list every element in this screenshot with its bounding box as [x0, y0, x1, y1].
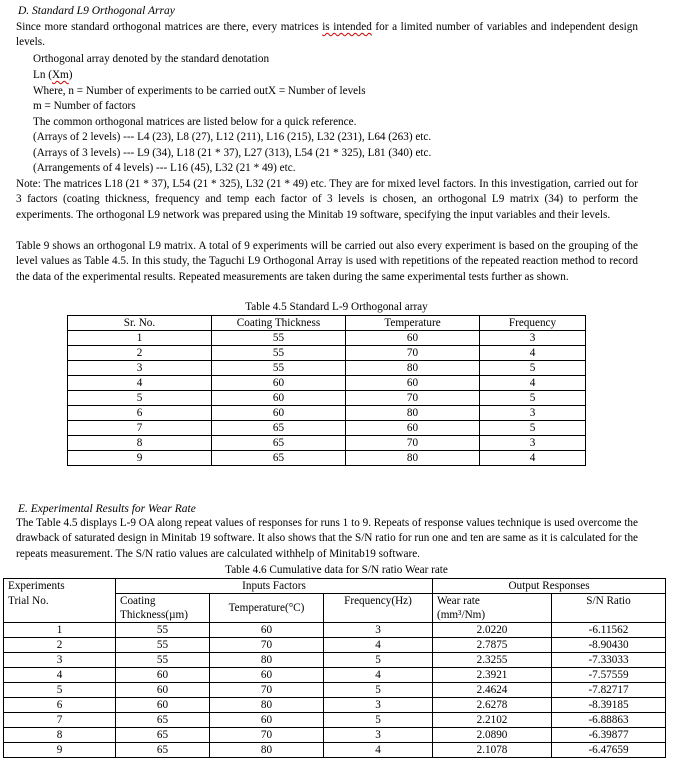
col-sn-ratio: S/N Ratio: [552, 594, 666, 623]
table-cell: 5: [480, 391, 586, 406]
table46: [3, 578, 666, 758]
table-cell: 3: [4, 653, 116, 668]
table-cell: 60: [212, 376, 346, 391]
intro-text-2: for a limited number of variables and independent design levels.: [16, 21, 638, 49]
section-d-heading: D. Standard L9 Orthogonal Array: [18, 5, 175, 17]
arrays-2-levels-line: (Arrays of 2 levels) --- L4 (23), L8 (27), L12 (211), L16 (215), L32 (231), L64 (263) etc.: [33, 131, 432, 143]
table-row: [4, 728, 666, 743]
table-cell: 4: [324, 668, 433, 683]
table-cell: 70: [210, 728, 324, 743]
col-temperature: Temperature: [346, 316, 480, 331]
table-cell: 9: [68, 451, 212, 466]
thickness-unit-label: Thickness(µm): [120, 609, 188, 621]
table-cell: 7: [4, 713, 116, 728]
table-cell: 80: [346, 451, 480, 466]
xm-text: Xm: [51, 69, 69, 81]
table-cell: -8.90430: [552, 638, 666, 653]
table-cell: -6.39877: [552, 728, 666, 743]
table-cell: 60: [210, 713, 324, 728]
group-output-responses: Output Responses: [433, 579, 666, 594]
table46-caption: Table 4.6 Cumulative data for S/N ratio Wear rate: [225, 564, 448, 576]
table-cell: 5: [480, 361, 586, 376]
table-cell: 7: [68, 421, 212, 436]
table-cell: 65: [116, 728, 210, 743]
table45-header-row: [68, 316, 586, 331]
col-coating-thickness: Coating Thickness: [212, 316, 346, 331]
table-cell: 3: [324, 623, 433, 638]
table-cell: 8: [4, 728, 116, 743]
table-cell: 55: [212, 331, 346, 346]
table-cell: 1: [4, 623, 116, 638]
wear-rate-unit-label: (mm³/Nm): [437, 609, 486, 621]
intro-text-1: Since more standard orthogonal matrices are there, every matrices: [16, 21, 323, 33]
table-cell: 5: [68, 391, 212, 406]
common-matrices-line: The common orthogonal matrices are listed below for a quick reference.: [33, 116, 357, 128]
table-cell: 55: [116, 623, 210, 638]
table-cell: 65: [212, 436, 346, 451]
table-cell: 4: [480, 376, 586, 391]
table46-header-row: [4, 594, 666, 623]
factors-line: m = Number of factors: [33, 100, 136, 112]
table-cell: 8: [68, 436, 212, 451]
table-cell: 2.0220: [433, 623, 552, 638]
table-row: [4, 653, 666, 668]
col-frequency: Frequency(Hz): [324, 594, 433, 623]
table-row: [4, 743, 666, 758]
table-cell: 6: [68, 406, 212, 421]
table-cell: 1: [68, 331, 212, 346]
table-cell: 2.7875: [433, 638, 552, 653]
denotation-line: Orthogonal array denoted by the standard denotation: [33, 53, 270, 65]
table-cell: 70: [210, 638, 324, 653]
table-row: [68, 451, 586, 466]
table9-paragraph: Table 9 shows an orthogonal L9 matrix. A total of 9 experiments will be carried out also every experiment is based on the grouping of the level values as Table 4.5. In this study, the Taguchi L9 Orthogonal Array is used with repetitions of the repeated reaction method to record the data of the experimental results. Repeated measurements are taken during the same experimental tests further as shown.: [16, 240, 638, 283]
table-cell: -6.11562: [552, 623, 666, 638]
table-cell: -7.82717: [552, 683, 666, 698]
table-cell: 4: [4, 668, 116, 683]
table-cell: -7.33033: [552, 653, 666, 668]
table-cell: 2: [4, 638, 116, 653]
table-row: [68, 361, 586, 376]
section-d-intro: [16, 20, 638, 51]
table-cell: 60: [212, 406, 346, 421]
table-cell: 70: [346, 391, 480, 406]
table-cell: 2: [68, 346, 212, 361]
table-cell: 60: [346, 376, 480, 391]
table-cell: 4: [68, 376, 212, 391]
table-cell: 5: [324, 683, 433, 698]
table-cell: 55: [116, 638, 210, 653]
table46-group-row: [4, 579, 666, 594]
table-cell: 5: [4, 683, 116, 698]
table-cell: 3: [324, 698, 433, 713]
table-cell: 60: [346, 331, 480, 346]
note-paragraph: Note: The matrices L18 (21 * 37), L54 (21 * 325), L32 (21 * 49) etc. They are for mixed level factors. In this investigation, carried out for 3 factors (coating thickness, frequency and temp each factor of 3 levels is chosen, an orthogonal L9 matrix (34) to perform the experiments. The orthogonal L9 network was prepared using the Minitab 19 software, specifying the input variables and their levels.: [16, 178, 638, 221]
wear-rate-label: Wear rate: [437, 595, 480, 607]
table-cell: 6: [4, 698, 116, 713]
table-cell: -6.88863: [552, 713, 666, 728]
coating-label: Coating: [120, 595, 156, 607]
table-cell: 70: [346, 346, 480, 361]
table-cell: 60: [116, 698, 210, 713]
table-cell: 60: [116, 668, 210, 683]
table-cell: 60: [210, 623, 324, 638]
table-row: [4, 698, 666, 713]
table-row: [68, 436, 586, 451]
table-row: [4, 623, 666, 638]
col-trial-no: Trial No.: [4, 594, 116, 623]
table-row: [68, 391, 586, 406]
table-cell: 60: [116, 683, 210, 698]
where-line: Where, n = Number of experiments to be carried outX = Number of levels: [33, 85, 366, 97]
table-cell: -7.57559: [552, 668, 666, 683]
table45-body: [68, 331, 586, 466]
arrays-3-levels-line: (Arrays of 3 levels) --- L9 (34), L18 (21 * 37), L27 (313), L54 (21 * 325), L81 (340) etc.: [33, 147, 432, 159]
section-e-paragraph: The Table 4.5 displays L-9 OA along repeat values of responses for runs 1 to 9. Repeats of response values technique is used overcome the drawback of saturated design in Minitab 19 software. It also shows that the S/N ratio for run one and ten are same as it is calculated for the repeats measurement. The S/N ratio values are calculated withhelp of Minitab19 software.: [16, 517, 638, 560]
table-cell: 4: [480, 451, 586, 466]
intro-spellcheck-text: is intended: [322, 21, 372, 33]
table45-caption: Table 4.5 Standard L-9 Orthogonal array: [245, 301, 428, 313]
col-sr-no: Sr. No.: [68, 316, 212, 331]
table-row: [68, 421, 586, 436]
table-row: [68, 376, 586, 391]
table-cell: 65: [116, 743, 210, 758]
table-cell: 80: [346, 406, 480, 421]
table-cell: -6.47659: [552, 743, 666, 758]
table-cell: 4: [324, 638, 433, 653]
table-row: [4, 638, 666, 653]
table-cell: 60: [212, 391, 346, 406]
table-cell: 5: [324, 653, 433, 668]
table-cell: 60: [210, 668, 324, 683]
table-row: [68, 346, 586, 361]
group-experiments: Experiments: [4, 579, 116, 594]
table-cell: 2.2102: [433, 713, 552, 728]
table-row: [4, 713, 666, 728]
table-cell: 2.4624: [433, 683, 552, 698]
table-cell: 70: [210, 683, 324, 698]
table-cell: 2.0890: [433, 728, 552, 743]
table-cell: 65: [212, 421, 346, 436]
table-row: [4, 683, 666, 698]
section-e-heading: E. Experimental Results for Wear Rate: [18, 503, 196, 515]
table-cell: 60: [346, 421, 480, 436]
table-row: [68, 331, 586, 346]
table-cell: 3: [480, 406, 586, 421]
table-cell: 80: [210, 698, 324, 713]
table-cell: -8.39185: [552, 698, 666, 713]
table-cell: 4: [480, 346, 586, 361]
table-cell: 70: [346, 436, 480, 451]
table-cell: 3: [68, 361, 212, 376]
table-row: [4, 668, 666, 683]
arrays-4-levels-line: (Arrangements of 4 levels) --- L16 (45), L32 (21 * 49) etc.: [33, 162, 296, 174]
table-cell: 55: [212, 346, 346, 361]
table-cell: 65: [116, 713, 210, 728]
table-cell: 9: [4, 743, 116, 758]
table-cell: 3: [480, 331, 586, 346]
table-cell: 55: [212, 361, 346, 376]
table-cell: 3: [324, 728, 433, 743]
table-row: [68, 406, 586, 421]
table-cell: 55: [116, 653, 210, 668]
table-cell: 80: [346, 361, 480, 376]
table45: [67, 315, 586, 466]
table-cell: 2.3921: [433, 668, 552, 683]
table-cell: 80: [210, 653, 324, 668]
table-cell: 2.1078: [433, 743, 552, 758]
table-cell: 5: [324, 713, 433, 728]
ln-xm-line: Ln (Xm): [33, 69, 73, 81]
table-cell: 5: [480, 421, 586, 436]
table-cell: 4: [324, 743, 433, 758]
table-cell: 80: [210, 743, 324, 758]
table-cell: 2.6278: [433, 698, 552, 713]
table-cell: 2.3255: [433, 653, 552, 668]
group-inputs-factors: Inputs Factors: [116, 579, 433, 594]
table46-body: [4, 623, 666, 758]
col-temperature: Temperature(°C): [210, 594, 324, 623]
col-wear-rate: [433, 594, 552, 623]
col-coating-thickness: [116, 594, 210, 623]
table-cell: 3: [480, 436, 586, 451]
table-cell: 65: [212, 451, 346, 466]
col-frequency: Frequency: [480, 316, 586, 331]
